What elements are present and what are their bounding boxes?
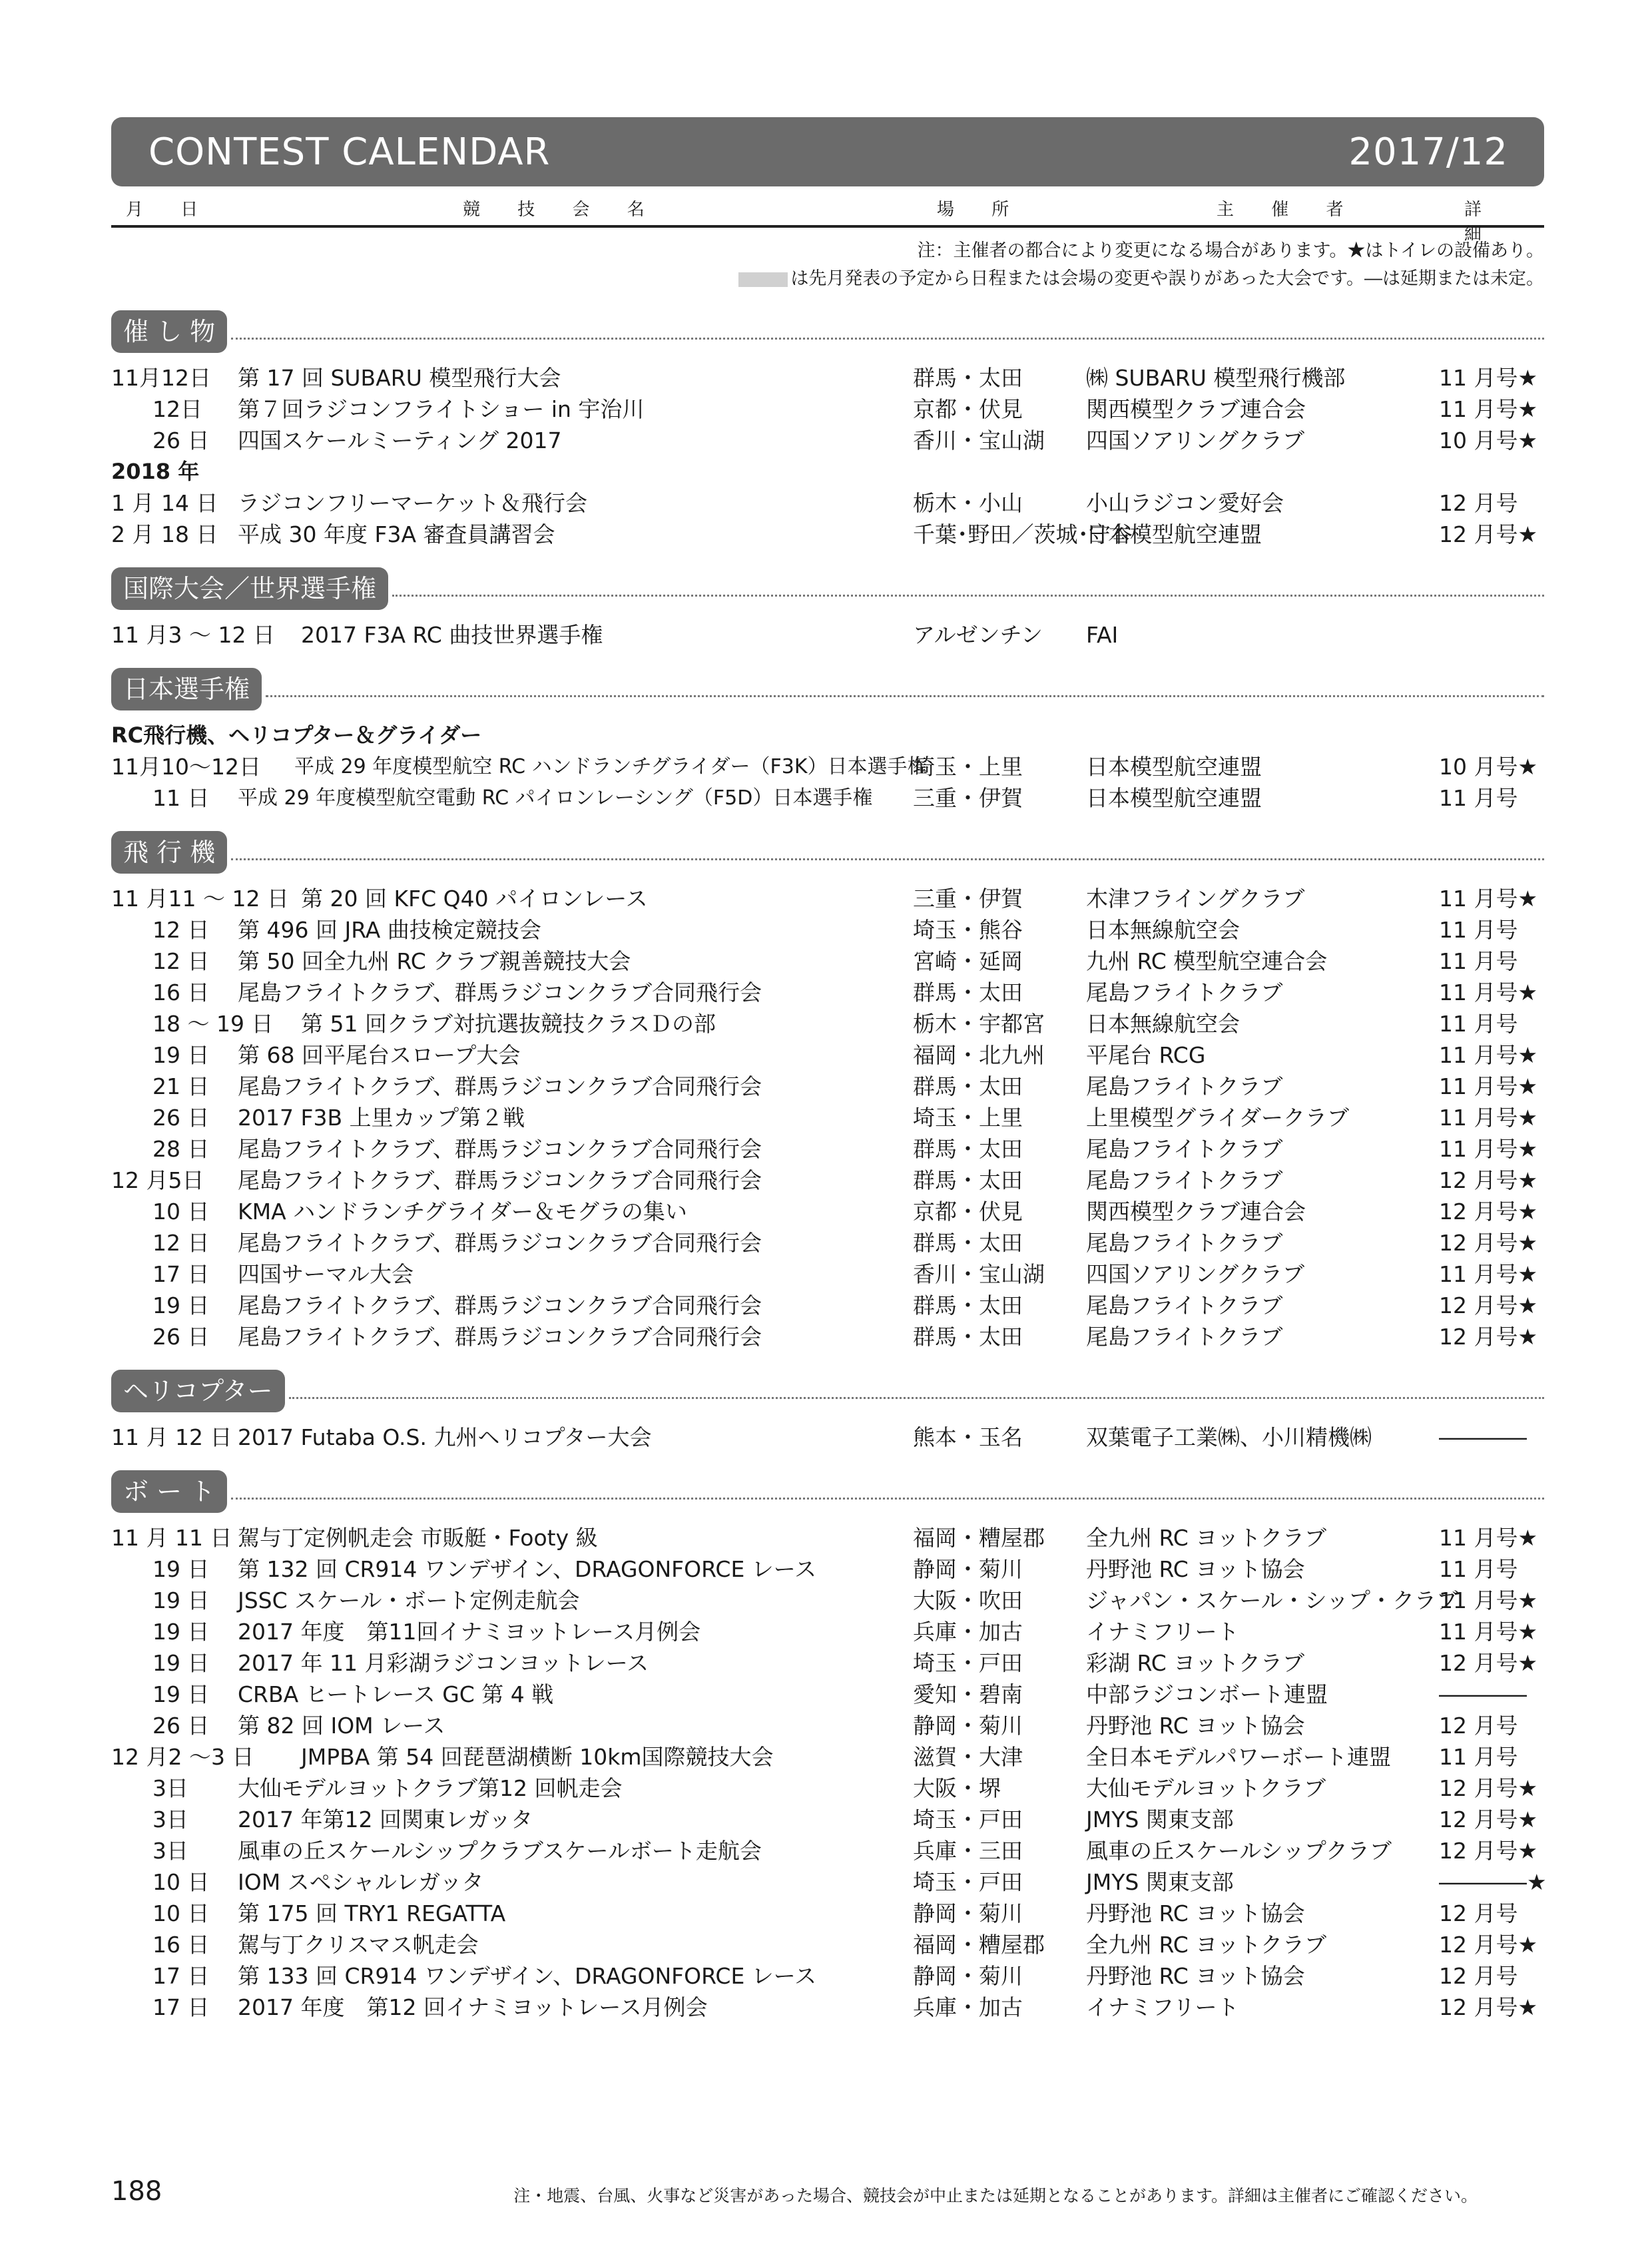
event-row bbox=[111, 394, 1544, 425]
event-date: 19 日 bbox=[152, 1292, 210, 1318]
section-header bbox=[111, 668, 1544, 710]
event-place: 宮崎・延岡 bbox=[913, 948, 1023, 974]
event-organizer: 尾島フライトクラブ bbox=[1086, 1324, 1283, 1350]
footer-note: 注・地震、台風、火事など災害があった場合、競技会が中止または延期となることがあります。詳細は主催者にご確認ください。 bbox=[513, 2186, 1478, 2205]
event-organizer: 木津フライングクラブ bbox=[1086, 886, 1305, 912]
event-name: IOM スペシャルレガッタ bbox=[238, 1869, 484, 1895]
event-date: 11 月11 ～ 12 日 bbox=[111, 886, 289, 912]
event-row bbox=[111, 1960, 1544, 1992]
event-name: 駕与丁定例帆走会 市販艇・Footy 級 bbox=[238, 1525, 598, 1551]
event-detail: 11 月号★ bbox=[1439, 365, 1538, 391]
event-detail: 12 月号★ bbox=[1439, 1807, 1538, 1832]
event-organizer: 風車の丘スケールシップクラブ bbox=[1086, 1838, 1392, 1864]
event-row bbox=[111, 1929, 1544, 1960]
event-place: 千葉･野田／茨城･守谷 bbox=[913, 521, 1133, 547]
event-row bbox=[111, 1898, 1544, 1929]
event-detail: 12 月号★ bbox=[1439, 1775, 1538, 1801]
event-organizer: FAI bbox=[1086, 622, 1119, 648]
event-detail: 11 月号 bbox=[1439, 1744, 1518, 1770]
event-name: 四国サーマル大会 bbox=[238, 1261, 413, 1287]
event-name: 尾島フライトクラブ、群馬ラジコンクラブ合同飛行会 bbox=[238, 1136, 762, 1162]
subheading: RC飛行機、ヘリコプター＆グライダー bbox=[111, 722, 482, 748]
event-date: 21 日 bbox=[152, 1073, 210, 1099]
section bbox=[111, 668, 1544, 814]
event-name: 第 68 回平尾台スロープ大会 bbox=[238, 1042, 521, 1068]
event-detail: 11 月号★ bbox=[1439, 396, 1538, 422]
event-date: 19 日 bbox=[152, 1556, 210, 1582]
event-name: 尾島フライトクラブ、群馬ラジコンクラブ合同飛行会 bbox=[238, 1167, 762, 1193]
event-row bbox=[111, 977, 1544, 1008]
event-detail: 12 月号★ bbox=[1439, 1994, 1538, 2020]
event-row bbox=[111, 1835, 1544, 1866]
event-organizer: 丹野池 RC ヨット協会 bbox=[1086, 1556, 1305, 1582]
event-date: 17 日 bbox=[152, 1994, 210, 2020]
event-detail: 10 月号★ bbox=[1439, 754, 1538, 780]
event-organizer: 彩湖 RC ヨットクラブ bbox=[1086, 1650, 1304, 1676]
event-organizer: 日本模型航空連盟 bbox=[1086, 754, 1262, 780]
event-row bbox=[111, 487, 1544, 519]
event-name: 2017 年度 第12 回イナミヨットレース月例会 bbox=[238, 1994, 708, 2020]
event-row bbox=[111, 1008, 1544, 1039]
event-organizer: 日本無線航空会 bbox=[1086, 1011, 1240, 1037]
event-date: 17 日 bbox=[152, 1261, 210, 1287]
event-place: 埼玉・戸田 bbox=[913, 1869, 1023, 1895]
event-name: 尾島フライトクラブ、群馬ラジコンクラブ合同飛行会 bbox=[238, 980, 762, 1005]
col-date: 月 日 bbox=[126, 200, 214, 220]
event-place: 大阪・堺 bbox=[913, 1775, 1001, 1801]
event-list bbox=[111, 1422, 1544, 1453]
event-row bbox=[111, 782, 1544, 814]
event-date: 11 月 12 日 bbox=[111, 1424, 232, 1450]
event-row bbox=[111, 1679, 1544, 1710]
event-row bbox=[111, 1165, 1544, 1196]
event-place: 静岡・菊川 bbox=[913, 1900, 1023, 1926]
event-organizer: 全九州 RC ヨットクラブ bbox=[1086, 1932, 1326, 1958]
event-detail: 11 月号★ bbox=[1439, 1587, 1538, 1613]
event-date: 26 日 bbox=[152, 1105, 210, 1131]
event-row bbox=[111, 751, 1544, 782]
event-date: 26 日 bbox=[152, 427, 210, 453]
event-place: アルゼンチン bbox=[913, 622, 1043, 648]
event-organizer: 尾島フライトクラブ bbox=[1086, 1136, 1283, 1162]
event-organizer: 日本無線航空会 bbox=[1086, 917, 1240, 943]
section bbox=[111, 1370, 1544, 1453]
event-row bbox=[111, 362, 1544, 394]
event-name: 第 51 回クラブ対抗選抜競技クラスＤの部 bbox=[301, 1011, 716, 1037]
event-date: 26 日 bbox=[152, 1713, 210, 1739]
event-name: 第 82 回 IOM レース bbox=[238, 1713, 445, 1739]
event-place: 栃木・宇都宮 bbox=[913, 1011, 1045, 1037]
event-detail: 12 月号 bbox=[1439, 1900, 1518, 1926]
event-name: 平成 29 年度模型航空電動 RC パイロンレーシング（F5D）日本選手権 bbox=[238, 786, 873, 810]
event-name: 第 132 回 CR914 ワンデザイン、DRAGONFORCE レース bbox=[238, 1556, 817, 1582]
dotted-leader bbox=[231, 338, 1544, 340]
dotted-leader bbox=[289, 1397, 1544, 1399]
event-detail: 12 月号★ bbox=[1439, 1650, 1538, 1676]
event-name: 四国スケールミーティング 2017 bbox=[238, 427, 562, 453]
event-row bbox=[111, 946, 1544, 977]
event-organizer: ジャパン・スケール・シップ・クラブ bbox=[1086, 1587, 1459, 1613]
subheading: 2018 年 bbox=[111, 459, 200, 484]
event-name: 第 17 回 SUBARU 模型飛行大会 bbox=[238, 365, 561, 391]
dotted-leader bbox=[231, 1498, 1544, 1500]
event-name: 尾島フライトクラブ、群馬ラジコンクラブ合同飛行会 bbox=[238, 1230, 762, 1256]
section-tab: 国際大会／世界選手権 bbox=[111, 567, 388, 610]
event-row bbox=[111, 519, 1544, 550]
section-tab: ヘリコプター bbox=[111, 1370, 285, 1412]
event-place: 滋賀・大津 bbox=[913, 1744, 1023, 1770]
event-place: 埼玉・熊谷 bbox=[913, 917, 1023, 943]
event-detail: 11 月号★ bbox=[1439, 886, 1538, 912]
event-place: 静岡・菊川 bbox=[913, 1556, 1023, 1582]
event-organizer: 日本模型航空連盟 bbox=[1086, 521, 1262, 547]
event-organizer: 丹野池 RC ヨット協会 bbox=[1086, 1900, 1305, 1926]
event-place: 群馬・太田 bbox=[913, 980, 1023, 1005]
event-list bbox=[111, 1522, 1547, 2023]
section-tab: 飛 行 機 bbox=[111, 831, 227, 874]
event-organizer: 四国ソアリングクラブ bbox=[1086, 1261, 1305, 1287]
event-name: 平成 29 年度模型航空 RC ハンドランチグライダー（F3K）日本選手権 bbox=[294, 755, 928, 778]
event-date: 12 日 bbox=[152, 948, 210, 974]
note-line-2-text: は先月発表の予定から日程または会場の変更や誤りがあった大会です。―は延期または未定。 bbox=[790, 268, 1544, 289]
event-row bbox=[111, 1710, 1544, 1741]
event-name: 2017 Futaba O.S. 九州ヘリコプター大会 bbox=[238, 1424, 652, 1450]
event-organizer: 全日本モデルパワーボート連盟 bbox=[1086, 1744, 1392, 1770]
event-organizer: 平尾台 RCG bbox=[1086, 1042, 1206, 1068]
dotted-leader bbox=[266, 695, 1544, 697]
event-place: 香川・宝山湖 bbox=[913, 427, 1045, 453]
event-place: 三重・伊賀 bbox=[913, 785, 1023, 811]
event-name: 第 496 回 JRA 曲技検定競技会 bbox=[238, 917, 541, 943]
event-detail: 12 月号★ bbox=[1439, 1324, 1538, 1350]
event-row bbox=[111, 1039, 1544, 1071]
event-row bbox=[111, 425, 1544, 456]
event-place: 群馬・太田 bbox=[913, 1324, 1023, 1350]
section-header bbox=[111, 1470, 1544, 1513]
event-detail: 11 月号★ bbox=[1439, 1619, 1538, 1645]
event-organizer: JMYS 関東支部 bbox=[1086, 1869, 1234, 1895]
event-date: 11 月 11 日 bbox=[111, 1525, 232, 1551]
event-date: 11月10～12日 bbox=[111, 754, 261, 780]
event-date: 3日 bbox=[152, 1807, 188, 1832]
event-name: 尾島フライトクラブ、群馬ラジコンクラブ合同飛行会 bbox=[238, 1292, 762, 1318]
event-row bbox=[111, 1773, 1544, 1804]
title-bar bbox=[111, 117, 1544, 186]
event-place: 埼玉・上里 bbox=[913, 754, 1023, 780]
event-name: 2017 年第12 回関東レガッタ bbox=[238, 1807, 533, 1832]
event-place: 京都・伏見 bbox=[913, 1199, 1023, 1225]
event-date: 12日 bbox=[152, 396, 202, 422]
event-detail: 11 月号★ bbox=[1439, 980, 1538, 1005]
event-organizer: 関西模型クラブ連合会 bbox=[1086, 396, 1306, 422]
event-detail: 12 月号 bbox=[1439, 490, 1518, 516]
event-row bbox=[111, 1290, 1544, 1321]
event-name: 第 175 回 TRY1 REGATTA bbox=[238, 1900, 506, 1926]
event-organizer: 尾島フライトクラブ bbox=[1086, 1292, 1283, 1318]
event-row bbox=[111, 1259, 1544, 1290]
event-date: 12 日 bbox=[152, 917, 210, 943]
event-date: 19 日 bbox=[152, 1619, 210, 1645]
event-organizer: 丹野池 RC ヨット協会 bbox=[1086, 1963, 1305, 1989]
event-detail: 12 月号★ bbox=[1439, 1230, 1538, 1256]
section bbox=[111, 310, 1544, 550]
event-date: 11 日 bbox=[152, 785, 210, 811]
event-detail: 11 月号 bbox=[1439, 917, 1518, 943]
event-place: 静岡・菊川 bbox=[913, 1963, 1023, 1989]
event-organizer: ㈱ SUBARU 模型飛行機部 bbox=[1086, 365, 1346, 391]
event-detail: 12 月号 bbox=[1439, 1963, 1518, 1989]
event-organizer: 全九州 RC ヨットクラブ bbox=[1086, 1525, 1326, 1551]
event-date: 28 日 bbox=[152, 1136, 210, 1162]
event-detail: 12 月号★ bbox=[1439, 1292, 1538, 1318]
event-place: 栃木・小山 bbox=[913, 490, 1023, 516]
event-detail: ―――― bbox=[1439, 1424, 1527, 1450]
event-place: 群馬・太田 bbox=[913, 365, 1023, 391]
event-name: 2017 年 11 月彩湖ラジコンヨットレース bbox=[238, 1650, 649, 1676]
event-name: ラジコンフリーマーケット＆飛行会 bbox=[238, 490, 588, 516]
event-date: 19 日 bbox=[152, 1587, 210, 1613]
col-detail: 詳 細 bbox=[1464, 200, 1498, 244]
event-date: 11月12日 bbox=[111, 365, 211, 391]
event-row bbox=[111, 1227, 1544, 1259]
event-place: 埼玉・戸田 bbox=[913, 1650, 1023, 1676]
event-detail: 11 月号★ bbox=[1439, 1105, 1538, 1131]
event-date: 3日 bbox=[152, 1775, 188, 1801]
event-name: CRBA ヒートレース GC 第 4 戦 bbox=[238, 1681, 554, 1707]
event-name: 風車の丘スケールシップクラブスケールボート走航会 bbox=[238, 1838, 762, 1864]
dotted-leader bbox=[231, 858, 1544, 860]
event-organizer: 尾島フライトクラブ bbox=[1086, 1167, 1283, 1193]
event-organizer: 尾島フライトクラブ bbox=[1086, 1073, 1283, 1099]
event-organizer: 小山ラジコン愛好会 bbox=[1086, 490, 1284, 516]
event-row bbox=[111, 1071, 1544, 1102]
event-detail: 12 月号 bbox=[1439, 1713, 1518, 1739]
event-place: 群馬・太田 bbox=[913, 1230, 1023, 1256]
page-number: 188 bbox=[111, 2176, 162, 2207]
event-detail: 11 月号★ bbox=[1439, 1136, 1538, 1162]
event-detail: 11 月号★ bbox=[1439, 1042, 1538, 1068]
event-date: 17 日 bbox=[152, 1963, 210, 1989]
dotted-leader bbox=[392, 595, 1544, 597]
event-detail: ――――★ bbox=[1439, 1869, 1547, 1895]
event-place: 群馬・太田 bbox=[913, 1292, 1023, 1318]
event-place: 福岡・糟屋郡 bbox=[913, 1525, 1045, 1551]
section-tab: 催 し 物 bbox=[111, 310, 227, 353]
event-name: 駕与丁クリスマス帆走会 bbox=[238, 1932, 479, 1958]
event-place: 埼玉・戸田 bbox=[913, 1807, 1023, 1832]
event-row bbox=[111, 1102, 1544, 1133]
event-row bbox=[111, 1992, 1544, 2023]
event-name: 第 50 回全九州 RC クラブ親善競技大会 bbox=[238, 948, 631, 974]
event-place: 兵庫・加古 bbox=[913, 1994, 1023, 2020]
event-list bbox=[111, 619, 1544, 651]
event-date: 19 日 bbox=[152, 1042, 210, 1068]
event-name: 第 20 回 KFC Q40 パイロンレース bbox=[301, 886, 648, 912]
event-row bbox=[111, 1866, 1547, 1898]
event-date: 12 月5日 bbox=[111, 1167, 204, 1193]
section-header bbox=[111, 831, 1544, 874]
event-name: 第 133 回 CR914 ワンデザイン、DRAGONFORCE レース bbox=[238, 1963, 817, 1989]
event-date: 3日 bbox=[152, 1838, 188, 1864]
event-organizer: 上里模型グライダークラブ bbox=[1086, 1105, 1350, 1131]
event-place: 静岡・菊川 bbox=[913, 1713, 1023, 1739]
event-name: 第７回ラジコンフライトショー in 宇治川 bbox=[238, 396, 645, 422]
event-name: 2017 F3A RC 曲技世界選手権 bbox=[301, 622, 603, 648]
section bbox=[111, 831, 1544, 1352]
col-place: 場 所 bbox=[937, 200, 1025, 220]
event-name: 平成 30 年度 F3A 審査員講習会 bbox=[238, 521, 555, 547]
event-organizer: 尾島フライトクラブ bbox=[1086, 980, 1283, 1005]
event-detail: 11 月号 bbox=[1439, 948, 1518, 974]
event-row bbox=[111, 914, 1544, 946]
event-organizer: 双葉電子工業㈱、小川精機㈱ bbox=[1086, 1424, 1372, 1450]
event-date: 12 日 bbox=[152, 1230, 210, 1256]
section bbox=[111, 567, 1544, 651]
change-marker-swatch bbox=[738, 272, 788, 287]
event-place: 熊本・玉名 bbox=[913, 1424, 1023, 1450]
section-header bbox=[111, 567, 1544, 610]
event-organizer: イナミフリート bbox=[1086, 1994, 1239, 2020]
event-row bbox=[111, 1647, 1544, 1679]
event-detail: 11 月号★ bbox=[1439, 1525, 1538, 1551]
event-name: JMPBA 第 54 回琵琶湖横断 10km国際競技大会 bbox=[301, 1744, 774, 1770]
event-organizer: 丹野池 RC ヨット協会 bbox=[1086, 1713, 1305, 1739]
event-detail: 12 月号★ bbox=[1439, 521, 1538, 547]
event-name: 2017 F3B 上里カップ第２戦 bbox=[238, 1105, 525, 1131]
event-place: 愛知・碧南 bbox=[913, 1681, 1023, 1707]
event-name: JSSC スケール・ボート定例走航会 bbox=[238, 1587, 580, 1613]
event-date: 16 日 bbox=[152, 1932, 210, 1958]
event-organizer: 関西模型クラブ連合会 bbox=[1086, 1199, 1306, 1225]
event-row bbox=[111, 1196, 1544, 1227]
event-organizer: 尾島フライトクラブ bbox=[1086, 1230, 1283, 1256]
event-date: 12 月2 ～3 日 bbox=[111, 1744, 254, 1770]
event-organizer: 九州 RC 模型航空連合会 bbox=[1086, 948, 1328, 974]
event-date: 2 月 18 日 bbox=[111, 521, 218, 547]
event-detail: 12 月号★ bbox=[1439, 1838, 1538, 1864]
event-date: 19 日 bbox=[152, 1650, 210, 1676]
event-list bbox=[111, 883, 1544, 1352]
section-tab: 日本選手権 bbox=[111, 668, 262, 710]
event-organizer: 中部ラジコンボート連盟 bbox=[1086, 1681, 1328, 1707]
event-row bbox=[111, 1553, 1544, 1585]
event-place: 群馬・太田 bbox=[913, 1073, 1023, 1099]
event-row bbox=[111, 1741, 1544, 1773]
event-date: 26 日 bbox=[152, 1324, 210, 1350]
event-date: 10 日 bbox=[152, 1900, 210, 1926]
event-place: 埼玉・上里 bbox=[913, 1105, 1023, 1131]
event-organizer: 大仙モデルヨットクラブ bbox=[1086, 1775, 1326, 1801]
event-place: 三重・伊賀 bbox=[913, 886, 1023, 912]
event-place: 兵庫・加古 bbox=[913, 1619, 1023, 1645]
event-organizer: JMYS 関東支部 bbox=[1086, 1807, 1234, 1832]
event-detail: 10 月号★ bbox=[1439, 427, 1538, 453]
event-place: 福岡・糟屋郡 bbox=[913, 1932, 1045, 1958]
section-header bbox=[111, 310, 1544, 353]
event-place: 京都・伏見 bbox=[913, 396, 1023, 422]
event-date: 11 月3 ～ 12 日 bbox=[111, 622, 275, 648]
event-name: 大仙モデルヨットクラブ第12 回帆走会 bbox=[238, 1775, 623, 1801]
event-place: 群馬・太田 bbox=[913, 1136, 1023, 1162]
event-detail: 11 月号★ bbox=[1439, 1073, 1538, 1099]
event-organizer: 日本模型航空連盟 bbox=[1086, 785, 1262, 811]
event-place: 香川・宝山湖 bbox=[913, 1261, 1045, 1287]
sections bbox=[111, 310, 1547, 2023]
event-organizer: イナミフリート bbox=[1086, 1619, 1239, 1645]
event-date: 19 日 bbox=[152, 1681, 210, 1707]
event-row bbox=[111, 1804, 1544, 1835]
event-date: 10 日 bbox=[152, 1199, 210, 1225]
event-organizer: 四国ソアリングクラブ bbox=[1086, 427, 1305, 453]
event-date: 18 ～ 19 日 bbox=[152, 1011, 274, 1037]
section bbox=[111, 1470, 1547, 2023]
event-name: 尾島フライトクラブ、群馬ラジコンクラブ合同飛行会 bbox=[238, 1324, 762, 1350]
event-place: 兵庫・三田 bbox=[913, 1838, 1023, 1864]
col-name: 競 技 会 名 bbox=[463, 200, 661, 220]
event-row bbox=[111, 883, 1544, 914]
contest-calendar-page bbox=[111, 117, 1547, 2023]
section-header bbox=[111, 1370, 1544, 1412]
event-place: 大阪・吹田 bbox=[913, 1587, 1023, 1613]
event-detail: 12 月号★ bbox=[1439, 1199, 1538, 1225]
event-row bbox=[111, 1422, 1544, 1453]
event-list bbox=[111, 362, 1544, 550]
event-name: KMA ハンドランチグライダー＆モグラの集い bbox=[238, 1199, 687, 1225]
event-place: 福岡・北九州 bbox=[913, 1042, 1045, 1068]
event-row bbox=[111, 1321, 1544, 1352]
event-detail: 11 月号 bbox=[1439, 785, 1518, 811]
event-detail: 11 月号★ bbox=[1439, 1261, 1538, 1287]
section-tab: ボ ー ト bbox=[111, 1470, 227, 1513]
event-name: 尾島フライトクラブ、群馬ラジコンクラブ合同飛行会 bbox=[238, 1073, 762, 1099]
calendar-title: CONTEST CALENDAR bbox=[148, 130, 551, 174]
note-line-1: 注：主催者の都合により変更になる場合があります。★はトイレの設備あり。 bbox=[917, 240, 1544, 261]
event-row bbox=[111, 1522, 1544, 1553]
column-headers bbox=[111, 193, 1544, 244]
event-row bbox=[111, 1585, 1544, 1616]
event-row bbox=[111, 1133, 1544, 1165]
event-date: 16 日 bbox=[152, 980, 210, 1005]
issue-date: 2017/12 bbox=[1348, 130, 1508, 174]
event-detail: ―――― bbox=[1439, 1681, 1527, 1707]
event-list bbox=[111, 720, 1544, 814]
event-detail: 12 月号★ bbox=[1439, 1167, 1538, 1193]
event-detail: 12 月号★ bbox=[1439, 1932, 1538, 1958]
event-row bbox=[111, 1616, 1544, 1647]
note-line-2 bbox=[111, 265, 1544, 293]
event-date: 1 月 14 日 bbox=[111, 490, 218, 516]
event-date: 10 日 bbox=[152, 1869, 210, 1895]
footer bbox=[111, 2176, 1544, 2209]
event-detail: 11 月号 bbox=[1439, 1556, 1518, 1582]
notes bbox=[111, 237, 1544, 293]
event-place: 群馬・太田 bbox=[913, 1167, 1023, 1193]
col-org: 主 催 者 bbox=[1217, 200, 1360, 220]
event-row bbox=[111, 619, 1544, 651]
event-name: 2017 年度 第11回イナミヨットレース月例会 bbox=[238, 1619, 701, 1645]
event-detail: 11 月号 bbox=[1439, 1011, 1518, 1037]
